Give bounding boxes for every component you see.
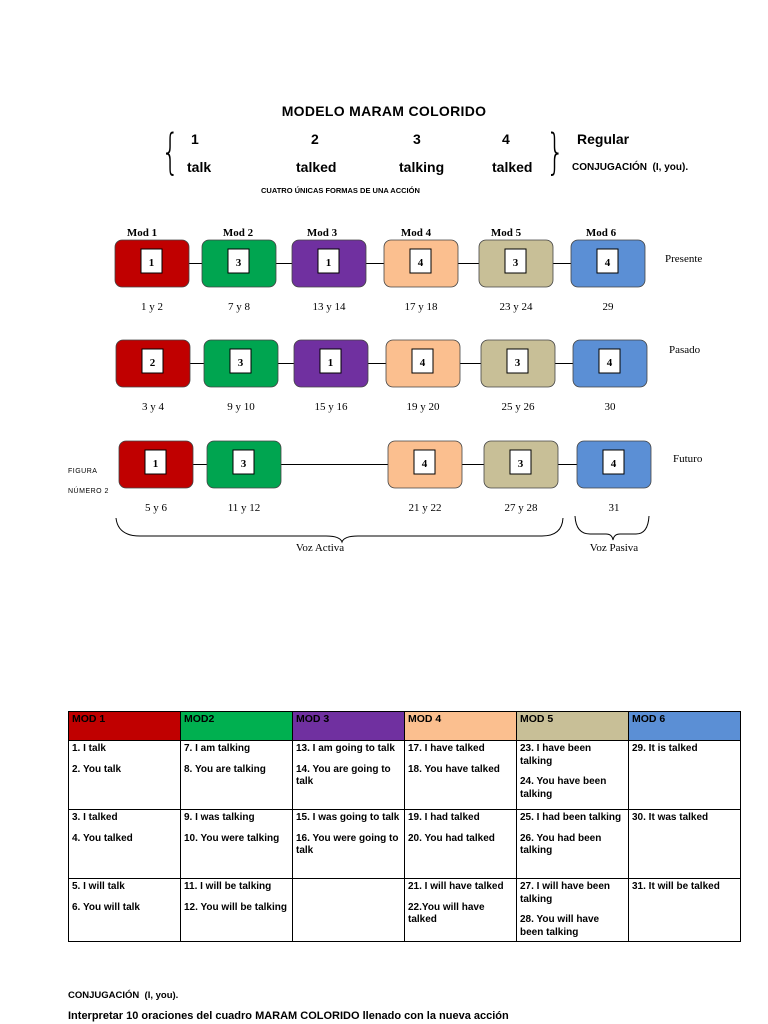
table-cell: [69, 879, 181, 942]
voz-pasiva-brace: [575, 516, 649, 540]
form-number: 3: [240, 458, 247, 470]
footer-conjugation: CONJUGACIÓN (I, you).: [68, 990, 179, 1001]
conj-number-1: 1: [191, 131, 199, 147]
regular-label: Regular: [577, 131, 630, 147]
table-header-mod-1: MOD 1: [69, 712, 181, 741]
conj-number-4: 4: [502, 131, 510, 147]
table-cell: [293, 810, 405, 879]
form-number: 4: [419, 357, 426, 369]
form-number: 3: [237, 357, 244, 369]
figure-label: FIGURA: [68, 468, 98, 475]
form-number: 2: [149, 357, 156, 369]
voz-activa-brace: [116, 518, 563, 542]
sentence-range: 15 y 16: [314, 401, 348, 413]
sentence-range: 30: [604, 401, 616, 413]
sentence-range: 1 y 2: [141, 301, 163, 313]
sentence: 25. I had been talking: [520, 812, 622, 823]
page-title: MODELO MARAM COLORIDO: [281, 103, 487, 119]
table-header-mod-4: MOD 4: [405, 712, 517, 741]
sentence-range: 9 y 10: [227, 401, 255, 413]
sentence: 28. You will have been talking: [520, 914, 600, 938]
voz-activa-label: Voz Activa: [295, 542, 345, 554]
mod-label-2: Mod 2: [222, 227, 254, 239]
table-row: [69, 810, 741, 879]
sentence: 16. You were going to talk: [296, 832, 399, 856]
conjugation-table: [68, 711, 741, 942]
sentence-range: 23 y 24: [499, 301, 533, 313]
mod-label-5: Mod 5: [490, 227, 522, 239]
sentence: 17. I have talked: [408, 743, 485, 754]
table-cell: [629, 741, 741, 810]
table-cell: [181, 810, 293, 879]
table-cell: [293, 879, 405, 942]
table-header-mod-3: MOD 3: [293, 712, 405, 741]
sentence: 21. I will have talked: [408, 881, 504, 892]
sentence-range: 17 y 18: [404, 301, 438, 313]
form-number: 4: [606, 357, 613, 369]
table-cell: [405, 741, 517, 810]
tense-label: Pasado: [669, 344, 701, 356]
sentence: 11. I will be talking: [184, 881, 272, 892]
voz-pasiva-label: Voz Pasiva: [589, 542, 639, 554]
sentence-range: 5 y 6: [145, 502, 167, 514]
mod-label-1: Mod 1: [126, 227, 158, 239]
table-cell: [69, 741, 181, 810]
sentence: 10. You were talking: [184, 832, 280, 844]
sentence: 14. You are going to talk: [296, 763, 391, 787]
form-number: 1: [325, 257, 332, 269]
table-cell: [405, 810, 517, 879]
conjugation-label: CONJUGACIÓN (I, you).: [572, 162, 689, 173]
sentence: 1. I talk: [72, 743, 106, 754]
sentence: 31. It will be talked: [632, 881, 720, 892]
sentence-range: 31: [608, 502, 620, 514]
table-cell: [517, 810, 629, 879]
sentence: 6. You will talk: [72, 901, 140, 913]
table-cell: [629, 810, 741, 879]
sentence: 23. I have been talking: [520, 743, 592, 767]
sentence: 26. You had been talking: [520, 832, 602, 856]
table-cell: [517, 741, 629, 810]
table-cell: [293, 741, 405, 810]
sentence: 18. You have talked: [408, 763, 500, 775]
sentence: 27. I will have been talking: [520, 881, 611, 905]
form-number: 4: [417, 257, 424, 269]
figure-number-label: NÚMERO 2: [68, 488, 109, 495]
footer-instruction: Interpretar 10 oraciones del cuadro MARAM COLORIDO llenado con la nueva acción: [68, 1010, 509, 1022]
mod-label-4: Mod 4: [400, 227, 432, 239]
sentence: 24. You have been talking: [520, 776, 607, 800]
sentence-range: 11 y 12: [227, 502, 261, 514]
form-number: 1: [327, 357, 334, 369]
sentence: 19. I had talked: [408, 812, 480, 823]
table-cell: [181, 741, 293, 810]
sentence: 13. I am going to talk: [296, 743, 395, 754]
sentence: 5. I will talk: [72, 881, 125, 892]
form-number: 3: [517, 458, 524, 470]
form-number: 3: [235, 257, 242, 269]
mod-label-6: Mod 6: [585, 227, 617, 239]
conj-form-4: talked: [492, 159, 533, 175]
sentence-range: 3 y 4: [142, 401, 164, 413]
conj-form-1: talk: [187, 159, 212, 175]
left-brace: {: [161, 124, 180, 180]
sentence: 12. You will be talking: [184, 901, 287, 913]
sentence: 29. It is talked: [632, 743, 698, 754]
sentence: 9. I was talking: [184, 812, 255, 823]
sentence-range: 19 y 20: [406, 401, 440, 413]
subtitle: CUATRO ÚNICAS FORMAS DE UNA ACCIÓN: [261, 186, 420, 195]
table-header-mod-2: MOD2: [181, 712, 293, 741]
sentence: 30. It was talked: [632, 812, 709, 823]
table-cell: [69, 810, 181, 879]
sentence-range: 25 y 26: [501, 401, 535, 413]
tense-label: Presente: [665, 253, 703, 265]
sentence-range: 13 y 14: [312, 301, 346, 313]
conj-form-2: talked: [296, 159, 337, 175]
tense-label: Futuro: [673, 453, 703, 465]
sentence: 3. I talked: [72, 812, 118, 823]
form-number: 4: [421, 458, 428, 470]
conj-form-3: talking: [399, 159, 445, 175]
form-number: 1: [152, 458, 159, 470]
sentence: 2. You talk: [72, 763, 122, 775]
sentence-range: 21 y 22: [408, 502, 442, 514]
sentence: 20. You had talked: [408, 832, 495, 844]
table-cell: [181, 879, 293, 942]
sentence: 4. You talked: [72, 832, 133, 844]
table-cell: [517, 879, 629, 942]
sentence: 22.You will have talked: [408, 901, 485, 925]
right-brace: }: [546, 124, 565, 180]
sentence-range: 27 y 28: [504, 502, 538, 514]
form-number: 3: [514, 357, 521, 369]
table-header-mod-5: MOD 5: [517, 712, 629, 741]
table-row: [69, 741, 741, 810]
sentence: 7. I am talking: [184, 743, 251, 754]
table-header-mod-6: MOD 6: [629, 712, 741, 741]
table-row: [69, 879, 741, 942]
form-number: 4: [604, 257, 611, 269]
conj-number-3: 3: [413, 131, 421, 147]
mod-label-3: Mod 3: [306, 227, 338, 239]
table-cell: [405, 879, 517, 942]
sentence: 15. I was going to talk: [296, 812, 400, 823]
sentence-range: 29: [602, 301, 614, 313]
table-cell: [629, 879, 741, 942]
form-number: 4: [610, 458, 617, 470]
table-header-row: [69, 712, 741, 741]
sentence: 8. You are talking: [184, 763, 266, 775]
form-number: 1: [148, 257, 155, 269]
sentence-range: 7 y 8: [228, 301, 250, 313]
form-number: 3: [512, 257, 519, 269]
conj-number-2: 2: [311, 131, 319, 147]
